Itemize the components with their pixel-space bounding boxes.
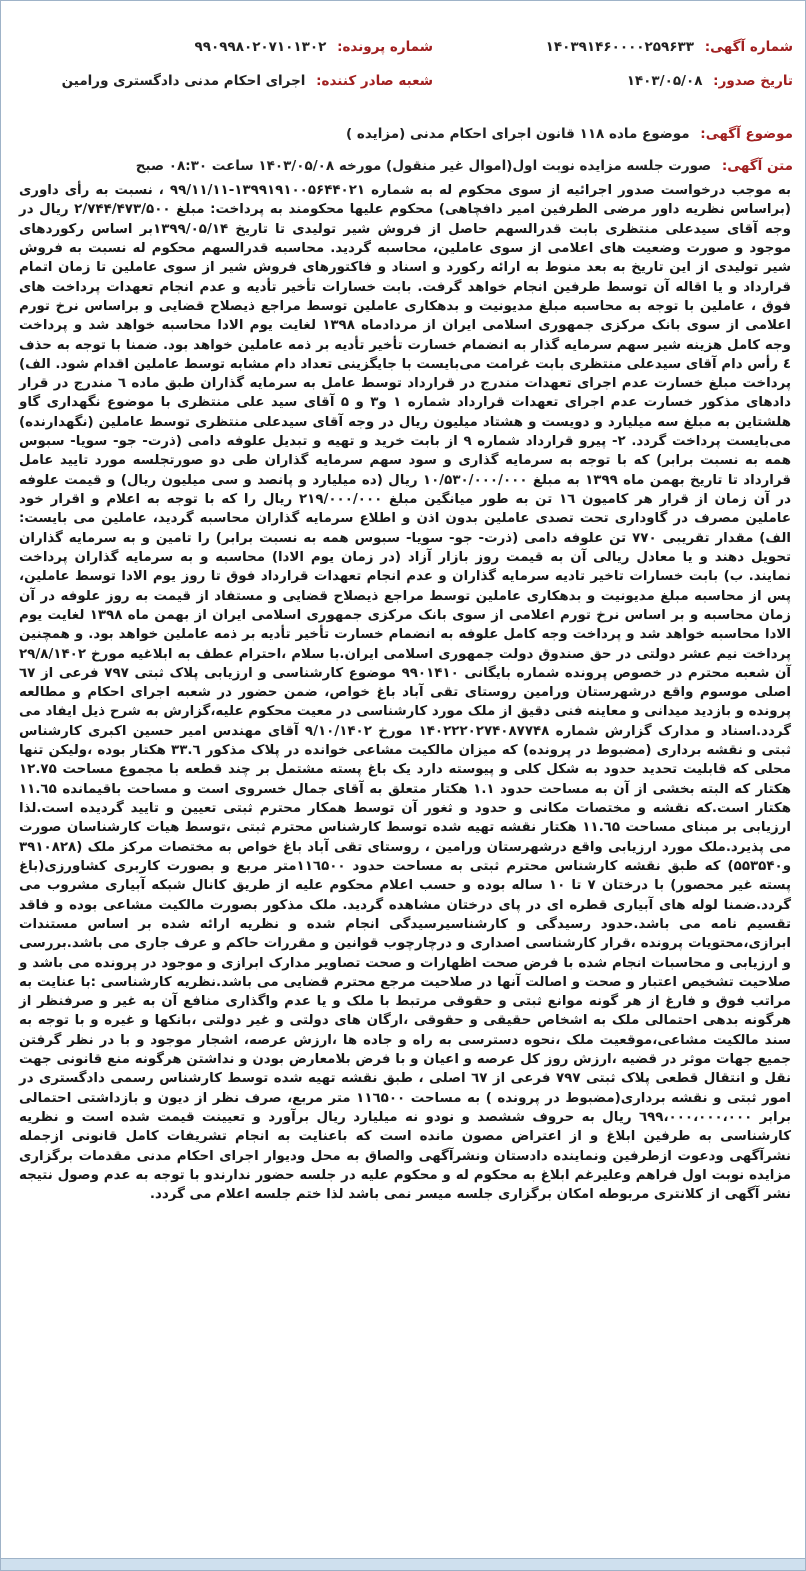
notice-body: به موجب درخواست صدور اجرائیه از سوی محکوم له به شماره ۱۳۹۹۱۹۱۰۰۵۶۴۴۰۲۱-۹۹/۱۱/۱۱ ، نسبت به رأی داوری (براساس نظریه داور مرضی الطرفین امیر دافچاهی) محکوم علیها محکومند به پرداخت: مبلغ ۲/۷۴۴/۴۷۳/۵۰۰ ریال در وجه آقای سیدعلی منتظری بابت قدرالسهم حاصل از فروش شیر تولیدی تا تاریخ ۱۳۹۹/۰۵/۱۴بر اساس رکوردهای موجود و صورت وضعیت های اعلامی از سوی عاملین، محاسبه گردید. محاسبه قدرالسهم محکوم له نسبت به فروش شیر تولیدی از این تاریخ به بعد منوط به ارائه رکورد و اسناد و فاکتورهای فروش شیر از سوی عاملین تا زمان اتمام قرارداد و یا اقاله آن توسط طرفین انجام خواهد گرفت. بابت خسارات تأخیر تأدیه و عدم انجام تعهدات پرداخت های فوق ، عاملین با توجه به محاسبه مبلغ مدیونیت و بدهکاری عاملین توسط مراجع ذیصلاح قضایی و براساس نرخ تورم اعلامی از سوی بانک مرکزی جمهوری اسلامی ایران از مردادماه ۱۳۹۸ لغایت یوم الادا محاسبه خواهد شد و پرداخت وجه کامل هزینه شیر سهم سرمایه گذار به انضمام خسارت تأخیر تأدیه بر ذمه عاملین خواهد بود. ضمنا با توجه به حذف ٤ رأس دام آقای سیدعلی منتظری بابت غرامت می‌بایست با جایگزینی تعداد دام مشابه توسط عاملین اقدام شود. الف) پرداخت مبلغ خسارت عدم اجرای تعهدات مندرج در قرارداد توسط عامل به سرمایه گذاران طبق ماده ٦ مندرج در قرار دادهای مذکور خسارت عدم اجرای تعهدات قرارداد شماره ۱ و۳ و ۵ آقای سید علی منتظری با موضوع نگهداری گاو هلشتاین به مبلغ سه میلیارد و دویست و هشتاد میلیون ریال در وجه آقای سیدعلی منتظری توسط عاملین (نگهدارنده) می‌بایست پرداخت گردد. ۲- پیرو قرارداد شماره ۹ از بابت خرید و تهیه و تبدیل علوفه دامی (ذرت- جو- سویا- سبوس همه به نسبت برابر) که با توجه به سرمایه گذاری و سود سهم سرمایه گذاران طی دو صورتجلسه مورد تایید عامل قرارداد تا تاریخ بهمن ماه ۱۳۹۹ به مبلغ ۱۰/۵۳۰/۰۰۰/۰۰۰ ریال (ده میلیارد و پانصد و سی میلیون ریال) و قیمت علوفه در آن زمان از قرار هر کامیون ١٦ تن به طور میانگین مبلغ ۲۱۹/۰۰۰/۰۰۰ ریال را که با توجه به اعلام و اقرار خود عاملین مصرف در گاوداری تحت تصدی عاملین بدون اذن و اطلاع سرمایه گذاران محاسبه گردید، عاملین می بایست: الف) مقدار تقریبی ۷۷۰ تن علوفه دامی (ذرت- جو- سویا- سبوس همه به نسبت برابر) را تامین و به سرمایه گذاران تحویل دهند و یا معادل ریالی آن به قیمت روز بازار آزاد (در زمان یوم الادا) محاسبه و به سرمایه گذاران پرداخت نمایند. ب) بابت خسارات تاخیر تادیه سرمایه گذاران و عدم انجام تعهدات قرارداد فوق تا روز یوم الادا توسط عاملین، پس از محاسبه مبلغ مدیونیت و بدهکاری عاملین توسط مراجع ذیصلاح قضایی و مستفاد از قیمت به روز علوفه در آن زمان محاسبه و بر اساس نرخ تورم اعلامی از سوی بانک مرکزی جمهوری اسلامی ایران از بهمن ماه ۱۳۹۸ لغایت یوم الادا محاسبه خواهد شد و پرداخت وجه کامل علوفه به انضمام خسارت تأخیر تأدیه بر ذمه عاملین خواهد بود. و همچنین پرداخت نیم عشر دولتی در حق صندوق دولت جمهوری اسلامی ایران.با سلام ،احترام عطف به ابلاغیه مورخ ۲۹/۸/۱۴۰۲ آن شعبه محترم در خصوص پرونده شماره بایگانی ۹۹۰۱۴۱۰ موضوع کارشناسی و ارزیابی پلاک ثبتی ۷۹۷ فرعی از ٦۷ اصلی موسوم واقع درشهرستان ورامین روستای تقی آباد باغ خواص، ضمن حضور در شعبه اجرای احکام و مطالعه پرونده و بازدید میدانی و معاینه فنی دقیق از ملک مورد کارشناسی در معیت محکوم علیه،گزارش به شرح ذیل ایفاد می گردد.اسناد و مدارک گزارش شماره ۱۴۰۲۲۲۰۲۷۴۰۸۷۷۴۸ مورخ ۹/۱۰/۱۴۰۲ آقای مهندس امیر حسین اکبری کارشناس ثبتی و نقشه برداری (مضبوط در پرونده) که میزان مالکیت مشاعی خوانده در پلاک مذکور ۳۳.٦ هکتار بوده ،ولیکن تنها محلی که قابلیت تحدید حدود به شکل کلی و پیوسته دارد یک باغ پسته مشتمل بر چند قطعه با مجموع مساحت ۱۲.۷۵ هکتار که البته بخشی از آن به مساحت حدود ۱.۱ هکتار متعلق به آقای جمال خسروی است و مساحت باقیمانده ۱۱.٦۵ هکتار است.که نقشه و مختصات مکانی و حدود و ثغور آن توسط همکار محترم ثبتی تعیین و تایید گردیده است.لذا ارزیابی بر مبنای مساحت ۱۱.٦۵ هکتار نقشه تهیه شده توسط کارشناس محترم ثبتی ،توسط هیات کارشناسان صورت می پذیرد.ملک مورد ارزیابی واقع درشهرستان ورامین ، روستای تقی آباد باغ خواص به مختصات مرکز ملک (۳۹۱۰۸۲۸ و۵۵۳۵۴۰) که طبق نقشه کارشناس محترم ثبتی به مساحت حدود ۱۱٦۵۰۰متر مربع و بصورت کاربری کشاورزی(باغ پسته غیر محصور) با درختان ۷ تا ۱۰ ساله بوده و حسب اعلام محکوم علیه از طریق کانال شبکه آبیاری مشروب می گردد.ضمنا لوله های آبیاری قطره ای در پای درختان مشاهده گردید. ملک مذکور بصورت مالکیت مشاعی بوده و فاقد تقسیم نامه می باشد.حدود رسیدگی و کارشناسیرسیدگی انجام شده و نظریه ارائه شده بر اساس مستندات ابرازی،محتویات پرونده ،قرار کارشناسی اصداری و درچارچوب قوانین و مقررات حاکم و عرف جاری می باشد.بررسی و ارزیابی و محاسبات انجام شده با فرض صحت اظهارات و صحت تصاویر مدارک ابرازی و موجود در پرونده می باشد و صلاحیت تشخیص اعتبار و صحت و اصالت آنها در صلاحیت مرجع محترم قضایی می باشد.نظریه کارشناسی :با عنایت به مراتب فوق و فارغ از هر گونه موانع ثبتی و حقوقی مرتبط با ملک و یا عدم واگذاری منافع آن به غیر و صرفنظر از هرگونه بدهی احتمالی ملک به اشخاص حقیقی و حقوقی ،ارگان های دولتی و غیر دولتی ،بانکها و غیره و با توجه به سند مالکیت مشاعی،موقعیت ملک ،نحوه دسترسی به راه و جاده ها ،ارزش عرصه، اشجار موجود و با در نظر گرفتن جمیع جهات موثر در قضیه ،ارزش روز کل عرصه و اعیان و با فرض بلامعارض بودن و نداشتن هرگونه منع قانونی جهت نقل و انتقال قطعی پلاک ثبتی ۷۹۷ فرعی از ٦۷ اصلی ، طبق نقشه تهیه شده توسط کارشناس رسمی دادگستری در امور ثبتی و نقشه برداری(مضبوط در پرونده ) به مساحت ۱۱٦۵۰۰ متر مربع، صرف نظر از دیون و بازداشتی احتمالی برابر ٦۹۹،۰۰۰،۰۰۰،۰۰۰ ریال به حروف ششصد و نودو نه میلیارد ریال برآورد و تعیینت قیمت شده است و نظریه کارشناسی به طرفین ابلاغ و از اعتراض مصون مانده است که باعنایت به انجام تشریفات کامل قانونی ازجمله نشرآگهی ودعوت ازطرفین ونماینده دادستان ونشرآگهی والصاق به محل ودیوار اجرای احکام مدنی مقدمات برگزاری مزایده نوبت اول فراهم وعلیرغم ابلاغ به محکوم له و محکوم علیه در جلسه حضور ندارندو با توجه به عدم وصول نتیجه نشر آگهی از کلانتری مربوطه امکان برگزاری جلسه میسر نمی باشد لذا ختم جلسه اعلام می گردد. [18, 183, 792, 1203]
issuing-branch-label: شعبه صادر کننده: [316, 73, 433, 89]
issue-date-row [627, 73, 793, 89]
issue-date-label: تاریخ صدور: [713, 73, 793, 89]
subject-label: موضوع آگهی: [700, 126, 793, 142]
case-number-row [195, 39, 433, 55]
subject-row [346, 126, 793, 142]
issue-date-value: ۱۴۰۳/۰۵/۰۸ [626, 73, 703, 89]
notice-headline: صورت جلسه مزایده نوبت اول(اموال غیر منقول) مورخه ۱۴۰۳/۰۵/۰۸ ساعت ۰۸:۳۰ صبح [135, 158, 712, 174]
issuing-branch-value: اجرای احکام مدنی دادگستری ورامین [61, 73, 306, 89]
issuing-branch-row [62, 73, 433, 89]
subject-value: موضوع ماده ۱۱۸ قانون اجرای احکام مدنی (مزایده ) [346, 126, 690, 142]
notice-number-label: شماره آگهی: [704, 39, 793, 55]
bottom-scroll-bar [1, 1558, 805, 1570]
case-number-value: ۹۹۰۹۹۸۰۲۰۷۱۰۱۳۰۲ [194, 39, 327, 55]
notice-text-label: متن آگهی: [721, 158, 793, 174]
case-number-label: شماره پرونده: [337, 39, 433, 55]
notice-text-row [136, 158, 793, 174]
notice-number-value: ۱۴۰۳۹۱۴۶۰۰۰۰۲۵۹۶۳۳ [545, 39, 694, 55]
notice-number-row [546, 39, 793, 55]
